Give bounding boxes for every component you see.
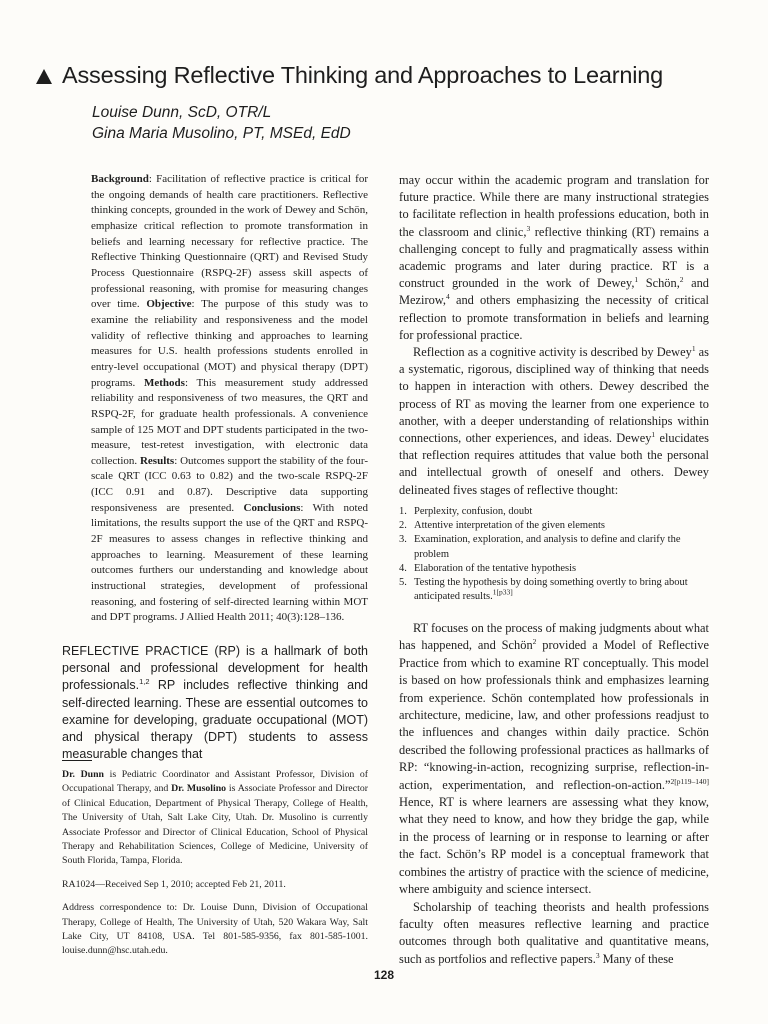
list-item xyxy=(399,562,709,576)
body-paragraph xyxy=(399,172,709,344)
author-name: Louise Dunn, ScD, OTR/L xyxy=(92,104,272,121)
body-text: and Mezirow, xyxy=(399,276,709,308)
citation: 2[p119–140] xyxy=(670,776,709,786)
body-text: Many of these xyxy=(599,951,674,966)
abstract-label: Conclusions xyxy=(243,501,301,514)
body-text: Reflection as a cognitive activity is described by Dewey xyxy=(413,345,692,360)
abstract xyxy=(91,172,368,626)
right-column-bottom xyxy=(399,620,709,968)
author-name: Gina Maria Musolino, PT, MSEd, EdD xyxy=(92,125,351,142)
list-text: Testing the hypothesis by doing something overtly to bring about anticipated results. xyxy=(414,577,688,603)
citation: 2 xyxy=(679,275,684,285)
author-name-bold: Dr. Musolino xyxy=(171,783,227,795)
footnotes xyxy=(62,768,368,968)
dewey-stages-list xyxy=(399,505,709,604)
list-number: 4. xyxy=(399,562,407,574)
list-text: Perplexity, confusion, doubt xyxy=(414,506,533,517)
article-title-row xyxy=(36,62,736,89)
body-text: may occur within the academic program and translation for future practice. While there are many instructional strategies to facilitate reflection in health professions education, both in the classroom and clinic, xyxy=(399,173,709,239)
intro-paragraph xyxy=(62,643,368,763)
body-text: RT focuses on the process of making judgments about what has happened, and Schön xyxy=(399,621,709,653)
abstract-text: : Facilitation of reflective practice is critical for the ongoing demands of health care practitioners. Reflective thinking concepts, grounded in the work of Dewey and Schön, emphasize critical reflection to promote transformation in beliefs and learning necessary for reflective practice. The Reflective Thinking Questionnaire (QRT) and Revised Study Process Questionnaire (RSPQ-2F) assess skill aspects of professional reasoning, with promise for measuring changes over time. xyxy=(91,173,368,311)
triangle-icon xyxy=(36,69,52,84)
body-text: RP includes reflective thinking and self-directed learning. These are essential outcomes to examine for developing, graduate occupational (MOT) and physical therapy (DPT) students to assess measurable changes that xyxy=(62,678,368,762)
citation: 4 xyxy=(446,292,450,302)
list-number: 2. xyxy=(399,520,407,532)
body-text: (RP) is a hallmark of both personal and professional development for health professionals. xyxy=(62,644,368,693)
citation: 1[p33] xyxy=(492,587,513,597)
correspondence-address: Address correspondence to: Dr. Louise Dunn, Division of Occupational Therapy, College of Health, The University of Utah, 520 Wakara Way, Salt Lake City, UT 84108, USA. Tel 801-585-9356, fax 801-585-1001. louise.dunn@hsc.utah.edu. xyxy=(62,902,368,957)
abstract-label: Objective xyxy=(146,298,192,311)
list-text: Attentive interpretation of the given elements xyxy=(414,520,605,532)
abstract-label: Methods xyxy=(144,376,185,389)
footnote-text: is Associate Professor and Director of Clinical Education, Department of Physical Therapy, College of Health, The University of Utah, Salt Lake City, Utah. Dr. Musolino is currently Associate Professor and Director of Clinical Education, School of Physical Therapy and Rehabilitation Sciences, College of Medicine, University of South Florida, Tampa, Florida. xyxy=(62,783,369,867)
citation: 3 xyxy=(526,223,531,233)
body-text: as a systematic, rigorous, disciplined way of thinking that needs to happen in interaction with others. Dewey described the process of RT as moving the learner from one experience to another, with a deeper understanding of relationships within connections, other experiences, and ideas. Dewey xyxy=(399,345,709,446)
list-item xyxy=(399,505,709,519)
received-line: RA1024—Received Sep 1, 2010; accepted Feb 21, 2011. xyxy=(62,878,286,890)
citation: 1 xyxy=(691,343,696,353)
list-text: Elaboration of the tentative hypothesis xyxy=(414,562,577,574)
author-affiliations xyxy=(62,768,368,869)
footnote-divider xyxy=(62,760,92,761)
list-item xyxy=(399,576,709,604)
list-number: 1. xyxy=(399,506,407,517)
author-list xyxy=(92,102,351,144)
body-text: elucidates that reflection requires attitudes that value both the personal and intellectual growth of oneself and others. Dewey delineated fives stages of reflective thought: xyxy=(399,431,710,497)
author-name-bold: Dr. Dunn xyxy=(62,769,104,780)
body-text: Hence, RT is where learners are assessing what they know, what they need to know, and how they bridge the gap, while in the process of learning or in response to learning or after the fact. Schön’s RP model is a conceptual framework that combines the artistry of practice with the science of medicine, where ambiguity and science intersect. xyxy=(399,795,709,897)
abstract-text: : The purpose of this study was to examine the reliability and responsiveness and the model validity of reflective thinking and approaches to learning measures for U.S. health professions students enrolled in entry-level occupational (MOT) and physical therapy (DPT) programs. xyxy=(91,298,368,389)
citation: 1 xyxy=(651,429,656,439)
abstract-label: Results xyxy=(139,454,175,467)
body-text: provided a Model of Reflective Practice from which to examine RT conceptually. This model is based on how professionals think and emphasizes learning from experience. Schön contemplated how professionals in architecture, medicine, law, and other professions readjust to the influences and changes within daily practice. Schön described the following professional practices as hallmarks of RP: “knowing-in-action, recognizing surprise, reflection-in-action, experimentation, and reflection-on-action.” xyxy=(399,638,709,792)
body-text: Scholarship of teaching theorists and health professions faculty often measures reflective learning and practice outcomes through both qualitative and quantitative means, such as portfolios and reflective papers. xyxy=(399,899,709,966)
citation: 1 xyxy=(634,275,639,285)
list-number: 3. xyxy=(399,534,407,546)
page-number: 128 xyxy=(373,968,395,982)
body-text: reflective thinking (RT) remains a challenging concept to fully and pragmatically assess within academic programs and later during practice. RT is a construct grounded in the work of Dewey, xyxy=(399,224,709,291)
abstract-text: : With noted limitations, the results support the use of the QRT and RSPQ-2F measures to assess changes in reflective thinking and approaches to learning. Measurement of these learning outcomes furthers our understanding and knowledge about instructional strategies, development of professional reasoning, and fostering of self-directed learning within MOT and DPT programs. J Allied Health 2011; 40(3):128–136. xyxy=(91,501,368,624)
citation: 3 xyxy=(595,950,600,960)
intro-lead: REFLECTIVE PRACTICE xyxy=(62,644,209,658)
citation: 2 xyxy=(532,637,537,647)
abstract-label: Background xyxy=(91,173,149,185)
article-title: Assessing Reflective Thinking and Approaches to Learning xyxy=(62,62,664,88)
body-paragraph xyxy=(399,899,709,969)
body-text: Schön, xyxy=(638,276,680,291)
body-paragraph xyxy=(399,620,709,899)
abstract-text: : This measurement study addressed reliability and responsiveness of two measures, the QRT and RSPQ-2F, for graduate health professionals. A convenience sample of 125 MOT and DPT students participated in the two-measure, test-retest investigation, with electronic data collection. xyxy=(91,376,369,467)
body-paragraph xyxy=(399,344,709,499)
list-number: 5. xyxy=(399,577,407,589)
body-text: and others emphasizing the necessity of critical reflection to promote transformation in beliefs and learning for professional practice. xyxy=(399,293,709,342)
list-item xyxy=(399,533,709,561)
list-text: Examination, exploration, and analysis to define and clarify the problem xyxy=(414,534,681,560)
citation: 1,2 xyxy=(139,677,150,687)
list-item xyxy=(399,519,709,533)
footnote-text: is Pediatric Coordinator and Assistant Professor, Division of Occupational Therapy, and xyxy=(62,769,369,795)
abstract-text: : Outcomes support the stability of the four-scale QRT (ICC 0.63 to 0.82) and the two-scale RSPQ-2F (ICC 0.91 and 0.87). Descriptive data supporting responsiveness are presented. xyxy=(91,454,368,514)
right-column-top xyxy=(399,172,709,499)
